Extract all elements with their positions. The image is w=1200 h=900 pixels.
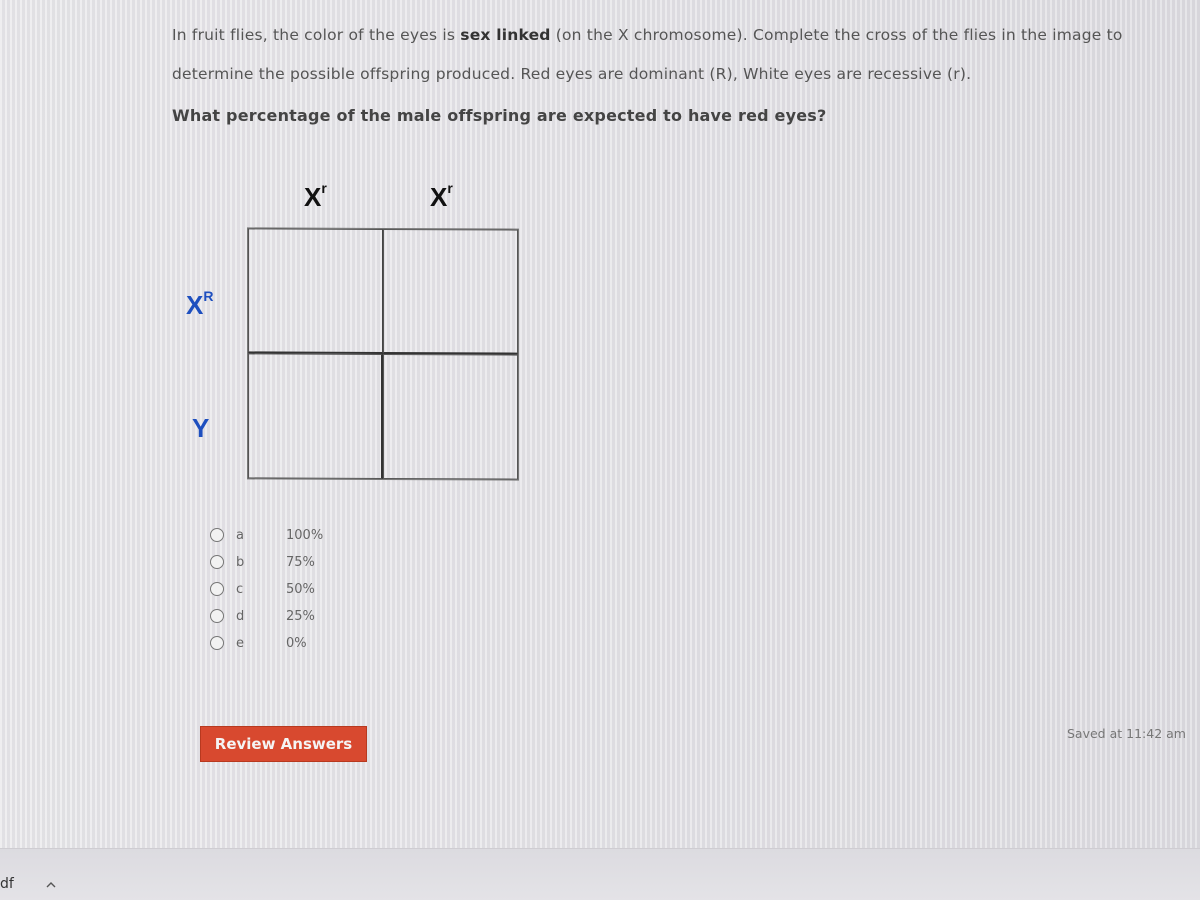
option-letter: a [236, 528, 244, 543]
sex-linked-emphasis: sex linked [460, 26, 551, 44]
option-c[interactable] [210, 580, 410, 607]
option-b[interactable] [210, 553, 410, 580]
side-allele-1: $X^R$ [186, 288, 214, 320]
option-letter: b [236, 555, 245, 570]
top-allele-2: $X^r$ [430, 180, 453, 212]
radio-button-icon[interactable] [210, 555, 224, 569]
option-value: 50% [286, 582, 315, 597]
footer-bar [0, 848, 1200, 900]
question-prompt: What percentage of the male offspring are expected to have red eyes? [172, 106, 827, 125]
radio-button-icon[interactable] [210, 582, 224, 596]
review-answers-button[interactable]: Review Answers [200, 726, 367, 762]
punnett-cell-bottom-right [383, 354, 518, 480]
punnett-cell-bottom-left [248, 353, 383, 479]
side-allele-2: Y [192, 413, 210, 443]
option-value: 0% [286, 636, 307, 651]
question-line-2: determine the possible offspring produced. Red eyes are dominant (R), White eyes are recessive (r). [172, 65, 972, 83]
top-allele-1: $X^r$ [304, 180, 327, 212]
answer-options [210, 526, 410, 661]
chevron-up-icon[interactable] [46, 880, 56, 890]
footer-download-label[interactable]: df [0, 876, 14, 892]
option-value: 100% [286, 528, 324, 543]
option-a[interactable] [210, 526, 410, 553]
question-line-1: In fruit flies, the color of the eyes is sex linked (on the X chromosome). Complete the cross of the flies in the image to [172, 26, 1123, 44]
option-value: 25% [286, 609, 315, 624]
option-value: 75% [286, 555, 315, 570]
option-e[interactable] [210, 634, 410, 661]
option-letter: d [236, 609, 245, 624]
saved-status: Saved at 11:42 am [1067, 726, 1186, 741]
radio-button-icon[interactable] [210, 528, 224, 542]
radio-button-icon[interactable] [210, 636, 224, 650]
punnett-square [247, 227, 519, 480]
option-letter: e [236, 636, 244, 651]
option-d[interactable] [210, 607, 410, 634]
radio-button-icon[interactable] [210, 609, 224, 623]
option-letter: c [236, 582, 244, 597]
punnett-cell-top-left [248, 228, 383, 354]
punnett-cell-top-right [383, 229, 518, 355]
